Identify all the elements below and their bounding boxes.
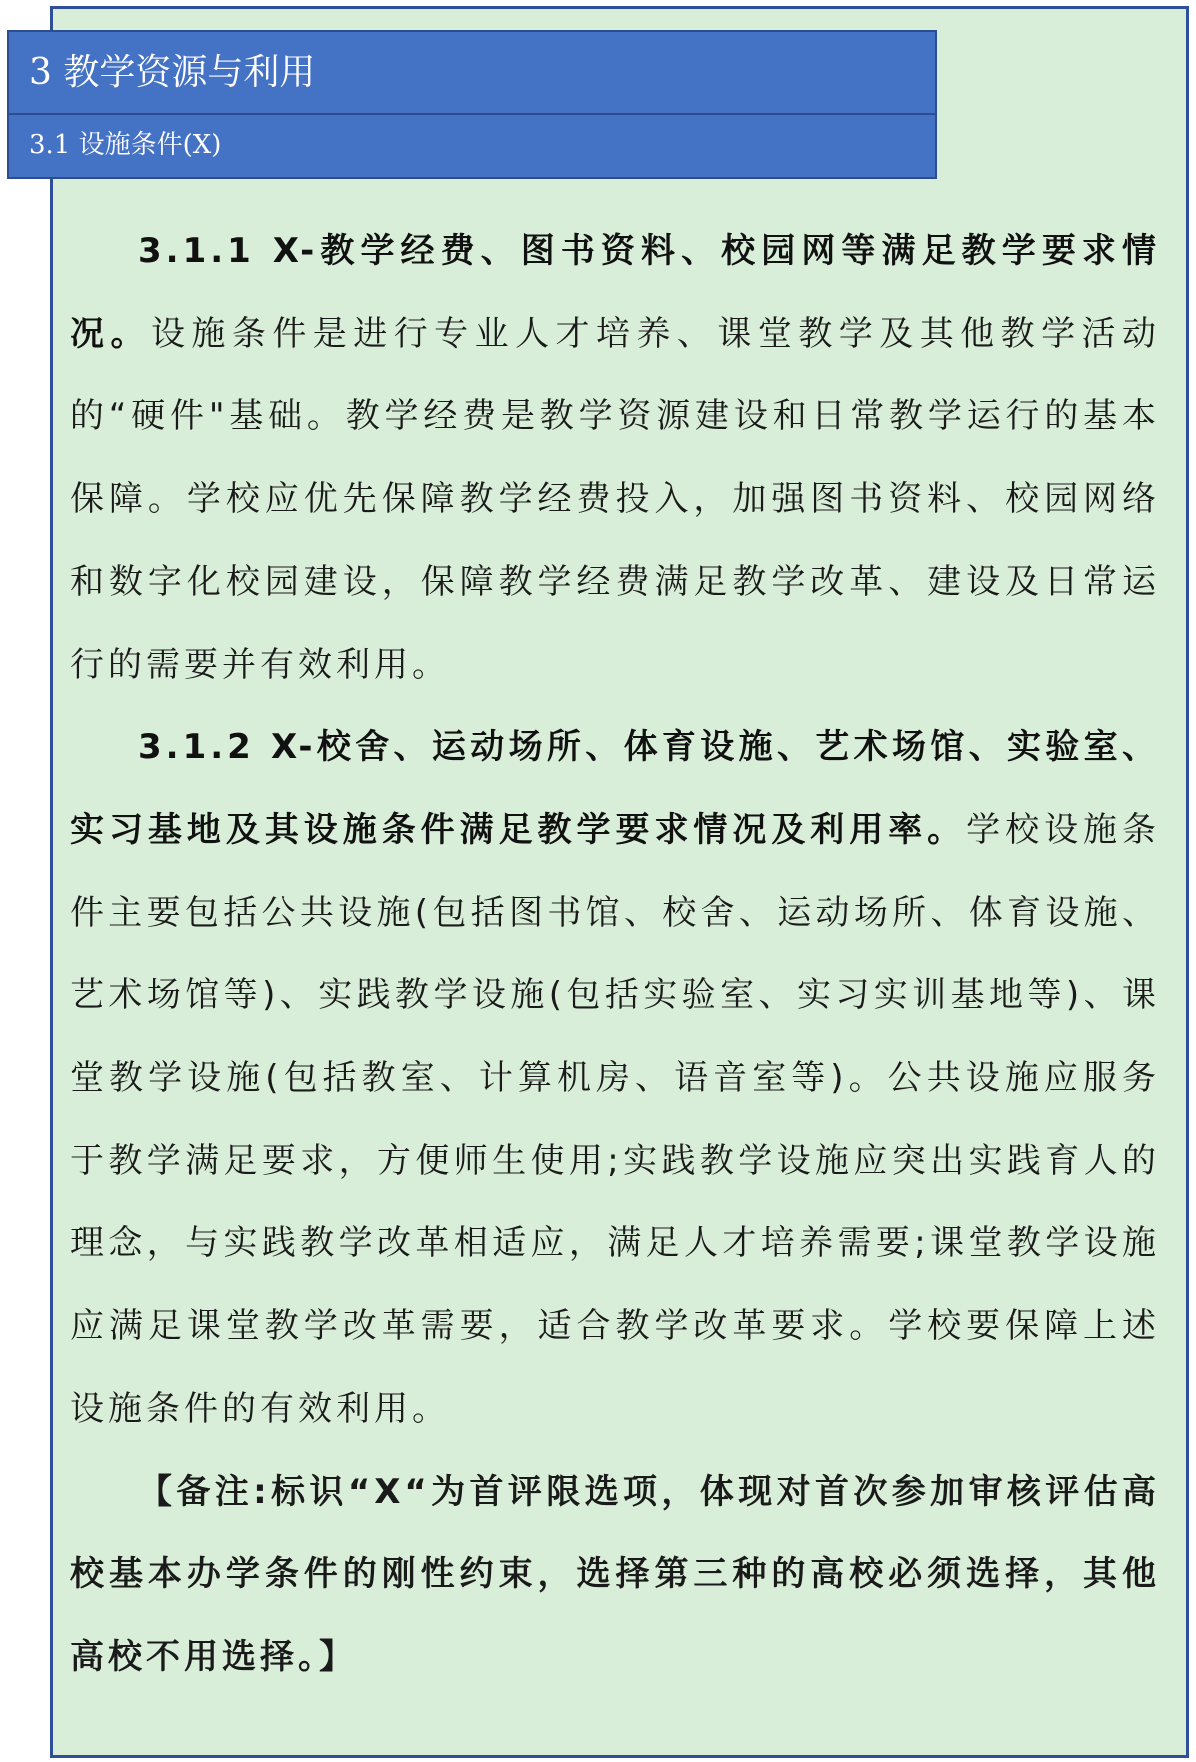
document-body (70, 210, 1160, 1699)
section-title-banner (7, 30, 937, 115)
paragraph-body: 学校设施条件主要包括公共设施(包括图书馆、校舍、运动场所、体育设施、艺术场馆等)、实践教学设施(包括实验室、实习实训基地等)、课堂教学设施(包括教室、计算机房、语音室等)。公共设施应服务于教学满足要求，方便师生使用;实践教学设施应突出实践育人的理念，与实践教学改革相适应，满足人才培养需要;课堂教学设施应满足课堂教学改革需要，适合教学改革要求。学校要保障上述设施条件的有效利用。 (70, 809, 1161, 1429)
subsection-title-banner (7, 115, 937, 179)
paragraph-heading: 3.1.1 X-教学经费、图书资料、校园网等满足教学要求情况。 (70, 231, 1160, 354)
paragraph-3-1-1 (70, 210, 1160, 706)
paragraph-heading: 3.1.2 X-校舍、运动场所、体育设施、艺术场馆、实验室、实习基地及其设施条件满足教学要求情况及利用率。 (70, 727, 1160, 850)
paragraph-3-1-2 (70, 706, 1160, 1450)
section-title: 3 教学资源与利用 (29, 52, 316, 93)
paragraph-body: 设施条件是进行专业人才培养、课堂教学及其他教学活动的“硬件"基础。教学经费是教学资源建设和日常教学运行的基本保障。学校应优先保障教学经费投入，加强图书资料、校园网络和数字化校园建设，保障教学经费满足教学改革、建设及日常运行的需要并有效利用。 (70, 313, 1161, 685)
remark-note: 【备注:标识“X“为首评限选项，体现对首次参加审核评估高校基本办学条件的刚性约束，选择第三种的高校必须选择，其他高校不用选择。】 (70, 1471, 1160, 1677)
subsection-title: 3.1 设施条件(X) (29, 130, 222, 160)
